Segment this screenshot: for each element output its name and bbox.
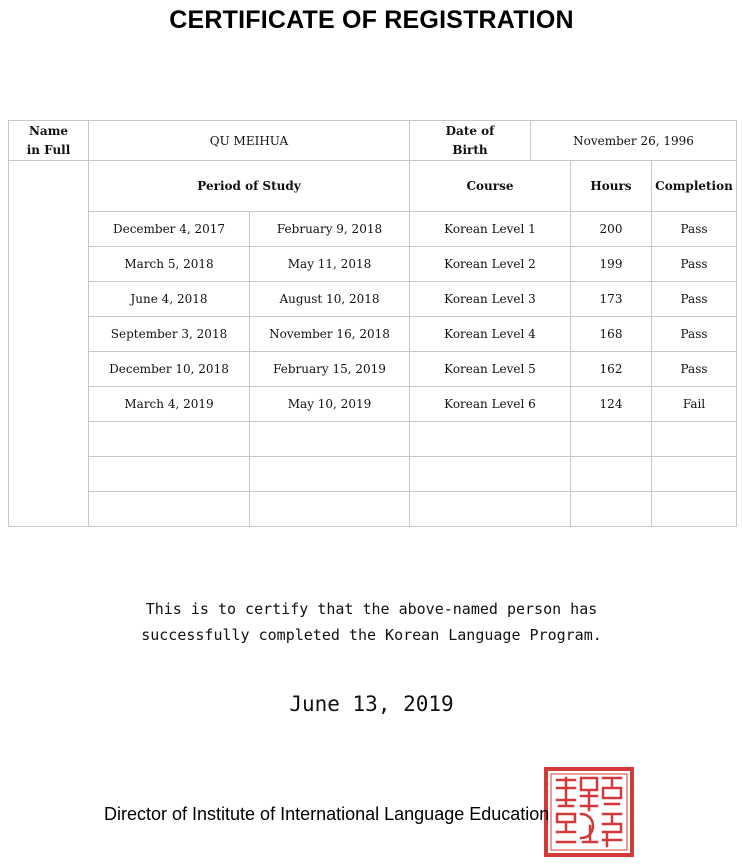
hours-cell: 162 <box>571 352 652 387</box>
hours-cell <box>571 422 652 457</box>
completion-cell: Pass <box>652 212 737 247</box>
name-value: QU MEIHUA <box>89 121 410 161</box>
completion-cell: Pass <box>652 317 737 352</box>
completion-cell <box>652 492 737 527</box>
end-date-cell: November 16, 2018 <box>250 317 410 352</box>
start-date-cell: March 5, 2018 <box>89 247 250 282</box>
dob-value: November 26, 1996 <box>531 121 737 161</box>
course-cell: Korean Level 4 <box>410 317 571 352</box>
certificate-title: CERTIFICATE OF REGISTRATION <box>169 6 574 34</box>
hours-cell: 173 <box>571 282 652 317</box>
completion-header: Completion <box>652 161 737 212</box>
left-blank-column <box>9 161 89 527</box>
table-row <box>9 247 737 282</box>
start-date-cell: December 4, 2017 <box>89 212 250 247</box>
course-cell: Korean Level 1 <box>410 212 571 247</box>
hours-cell: 199 <box>571 247 652 282</box>
completion-cell <box>652 457 737 492</box>
registration-table <box>8 120 737 527</box>
end-date-cell <box>250 422 410 457</box>
end-date-cell: May 11, 2018 <box>250 247 410 282</box>
period-of-study-header: Period of Study <box>89 161 410 212</box>
course-header: Course <box>410 161 571 212</box>
table-row <box>9 457 737 492</box>
table-row <box>9 282 737 317</box>
completion-cell: Pass <box>652 247 737 282</box>
name-label <box>9 121 89 161</box>
course-cell: Korean Level 2 <box>410 247 571 282</box>
table-row <box>9 352 737 387</box>
name-label-line2: in Full <box>26 142 71 157</box>
completion-cell: Pass <box>652 282 737 317</box>
end-date-cell <box>250 457 410 492</box>
completion-cell <box>652 422 737 457</box>
completion-cell: Fail <box>652 387 737 422</box>
official-seal-icon <box>543 766 635 858</box>
start-date-cell: September 3, 2018 <box>89 317 250 352</box>
issue-date: June 13, 2019 <box>289 692 454 716</box>
course-cell: Korean Level 6 <box>410 387 571 422</box>
dob-label-line1: Date of <box>445 123 495 138</box>
course-cell <box>410 422 571 457</box>
hours-cell <box>571 492 652 527</box>
start-date-cell: December 10, 2018 <box>89 352 250 387</box>
end-date-cell: February 9, 2018 <box>250 212 410 247</box>
table-row <box>9 387 737 422</box>
table-row <box>9 492 737 527</box>
start-date-cell: June 4, 2018 <box>89 282 250 317</box>
end-date-cell <box>250 492 410 527</box>
certification-line-2: successfully completed the Korean Language Program. <box>141 626 602 644</box>
table-row <box>9 422 737 457</box>
course-cell <box>410 457 571 492</box>
dob-label-line2: Birth <box>452 142 488 157</box>
dob-label <box>410 121 531 161</box>
start-date-cell <box>89 422 250 457</box>
name-label-line1: Name <box>28 123 69 138</box>
course-cell <box>410 492 571 527</box>
hours-cell: 168 <box>571 317 652 352</box>
hours-header: Hours <box>571 161 652 212</box>
completion-cell: Pass <box>652 352 737 387</box>
end-date-cell: February 15, 2019 <box>250 352 410 387</box>
course-cell: Korean Level 5 <box>410 352 571 387</box>
certification-line-1: This is to certify that the above-named person has <box>145 600 598 618</box>
header-row <box>9 121 737 161</box>
hours-cell: 124 <box>571 387 652 422</box>
table-row <box>9 212 737 247</box>
start-date-cell <box>89 457 250 492</box>
start-date-cell: March 4, 2019 <box>89 387 250 422</box>
table-row <box>9 317 737 352</box>
certification-statement <box>0 596 743 648</box>
start-date-cell <box>89 492 250 527</box>
signatory-title: Director of Institute of International Language Education <box>104 804 550 824</box>
column-header-row <box>9 161 737 212</box>
end-date-cell: May 10, 2019 <box>250 387 410 422</box>
course-cell: Korean Level 3 <box>410 282 571 317</box>
end-date-cell: August 10, 2018 <box>250 282 410 317</box>
hours-cell: 200 <box>571 212 652 247</box>
hours-cell <box>571 457 652 492</box>
